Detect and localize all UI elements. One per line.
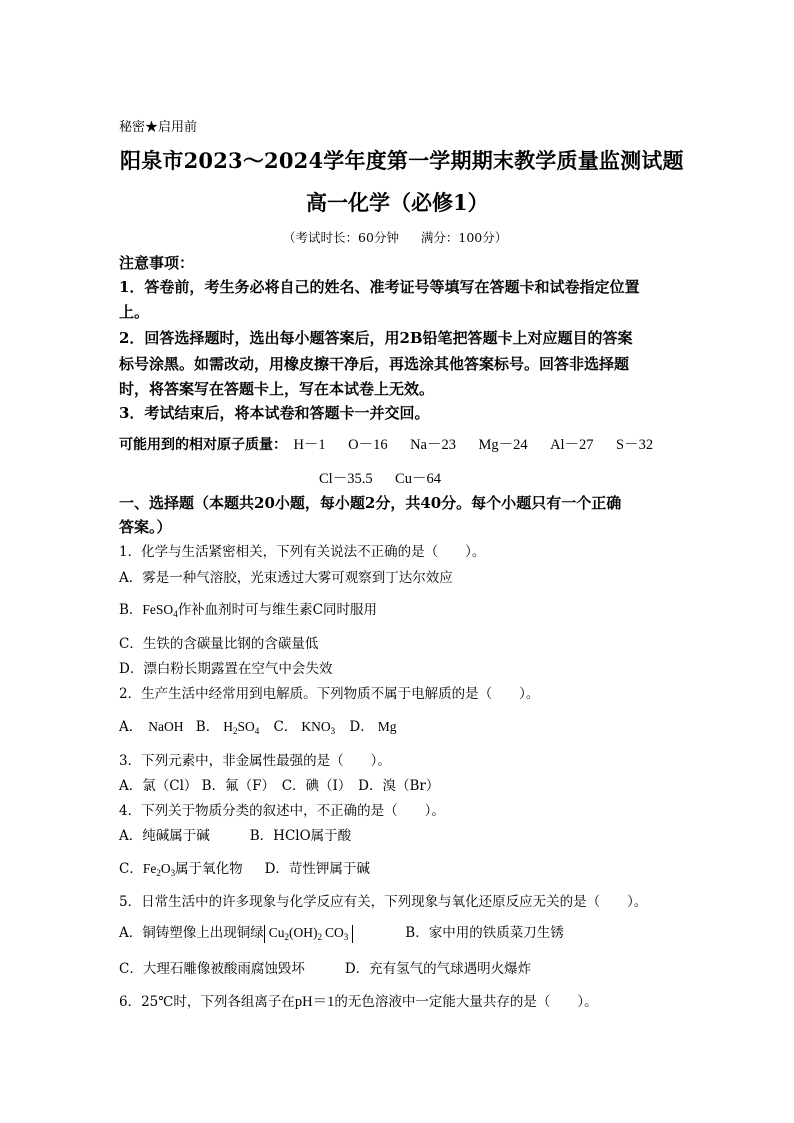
notes-heading: 注意事项： [119, 254, 195, 272]
formula: Mg [377, 719, 397, 734]
option-label: B． [195, 719, 220, 735]
formula-subscript: 2 [317, 932, 323, 942]
option-label: A． [119, 719, 143, 735]
question-4-stem: 4．下列关于物质分类的叙述中，不正确的是（ ）。 [119, 803, 445, 819]
formula-main: (OH) [289, 925, 318, 940]
formula [223, 719, 259, 734]
note-item: 2．回答选择题时，选出每小题答案后，用2B铅笔把答题卡上对应题目的答案 [119, 329, 633, 347]
formula-subscript: 2 [156, 868, 161, 878]
formula [264, 925, 354, 943]
question-5-stem: 5．日常生活中的许多现象与化学反应有关，下列现象与氧化还原反应无关的是（ ）。 [119, 894, 648, 910]
question-4-option-a: A．纯碱属于碱 [119, 828, 210, 844]
question-3-options: A．氯（Cl） B．氟（F） C．碘（I） D．溴（Br） [119, 778, 440, 794]
atomic-mass: S－32 [616, 437, 654, 453]
exam-title: 阳泉市2023～2024学年度第一学期期末教学质量监测试题 [120, 148, 684, 173]
formula-subscript: 3 [170, 868, 176, 878]
option-label: C． [119, 861, 143, 877]
atomic-mass: Mg－24 [478, 437, 528, 453]
formula: NaOH [148, 719, 184, 734]
formula-subscript: 3 [330, 726, 336, 736]
formula-main: SO [237, 719, 255, 734]
question-2-stem: 2．生产生活中经常用到电解质。下列物质不属于电解质的是（ ）。 [119, 686, 540, 702]
formula [143, 861, 175, 876]
atomic-mass: Cu－64 [395, 471, 441, 487]
formula-main: O [160, 861, 171, 876]
section-heading-cont: 答案。） [119, 518, 172, 536]
formula-subscript: 2 [284, 932, 290, 942]
exam-info [283, 232, 507, 245]
question-1-option-c: C．生铁的含碳量比钢的含碳量低 [119, 636, 319, 652]
question-5-option-d: D．充有氢气的气球遇明火爆炸 [344, 961, 532, 977]
question-text: 的无色溶液中一定能大量共存的是（ ）。 [334, 994, 598, 1010]
option-text: 作补血剂时可与维生素C同时服用 [177, 602, 378, 618]
question-1-option-a: A．雾是一种气溶胶，光束透过大雾可观察到丁达尔效应 [119, 570, 453, 586]
question-3-stem: 3．下列元素中，非金属性最强的是（ ）。 [119, 753, 391, 769]
confidential-label: 秘密★启用前 [119, 120, 198, 135]
formula-subscript: 4 [173, 609, 178, 619]
formula-main: Fe [142, 861, 157, 876]
atomic-mass: Cl－35.5 [319, 471, 373, 487]
question-5-options-ab [119, 925, 564, 943]
atomic-masses-row-2 [319, 472, 441, 487]
question-2-options [119, 720, 397, 736]
question-5-option-b: B．家中用的铁质菜刀生锈 [405, 925, 564, 941]
formula-main: CO [325, 925, 344, 940]
option-text: 属于氧化物 [175, 861, 243, 877]
question-4-option-d: D．苛性钾属于碱 [264, 861, 370, 877]
note-item: 上。 [119, 303, 150, 321]
question-4-options-ab [119, 830, 351, 844]
question-5-option-a: A．铜铸塑像上出现铜绿 [119, 925, 264, 941]
atomic-mass: Al－27 [550, 437, 594, 453]
exam-full-score: 满分：100分） [420, 230, 508, 245]
note-item: 3．考试结束后，将本试卷和答题卡一并交回。 [119, 404, 430, 422]
note-item: 1．答卷前，考生务必将自己的姓名、准考证号等填写在答题卡和试卷指定位置 [119, 278, 640, 296]
formula-main: H [223, 719, 233, 734]
atomic-mass: Na－23 [410, 437, 456, 453]
question-6-stem [119, 995, 598, 1010]
question-1-option-b [119, 603, 377, 619]
exam-subtitle: 高一化学（必修1） [306, 190, 489, 215]
formula [142, 602, 177, 617]
formula-main: Cu [268, 925, 285, 940]
formula-main: KNO [301, 719, 331, 734]
note-item: 标号涂黑。如需改动，用橡皮擦干净后，再选涂其他答案标号。回答非选择题 [119, 355, 630, 373]
formula [301, 719, 335, 734]
question-text: 6．25℃时，下列各组离子在 [119, 994, 295, 1010]
question-1-stem: 1．化学与生活紧密相关，下列有关说法不正确的是（ ）。 [119, 544, 486, 560]
formula-subscript: 3 [343, 932, 349, 942]
exam-duration: （考试时长：60分钟 [283, 230, 399, 245]
question-5-option-c: C．大理石雕像被酸雨腐蚀毁坏 [119, 961, 305, 977]
atomic-masses-label: 可能用到的相对原子质量： [119, 437, 287, 453]
question-1-option-d: D．漂白粉长期露置在空气中会失效 [119, 661, 333, 677]
option-label: D． [349, 719, 374, 735]
section-heading: 一、选择题（本题共20小题，每小题2分，共40分。每个小题只有一个正确 [119, 494, 622, 512]
formula: pH＝1 [294, 994, 335, 1010]
question-4-option-b: B．HClO属于酸 [249, 828, 352, 844]
question-5-options-cd [119, 963, 531, 977]
atomic-masses-row-1 [119, 438, 653, 453]
formula-subscript: 2 [232, 726, 238, 736]
option-label: B． [119, 602, 143, 618]
atomic-mass: H－1 [293, 437, 326, 453]
atomic-mass: O－16 [348, 437, 388, 453]
question-4-options-cd [119, 862, 370, 878]
option-label: C． [273, 719, 298, 735]
formula-main: FeSO [142, 602, 174, 617]
note-item: 时，将答案写在答题卡上，写在本试卷上无效。 [119, 380, 435, 398]
formula-subscript: 4 [254, 726, 260, 736]
